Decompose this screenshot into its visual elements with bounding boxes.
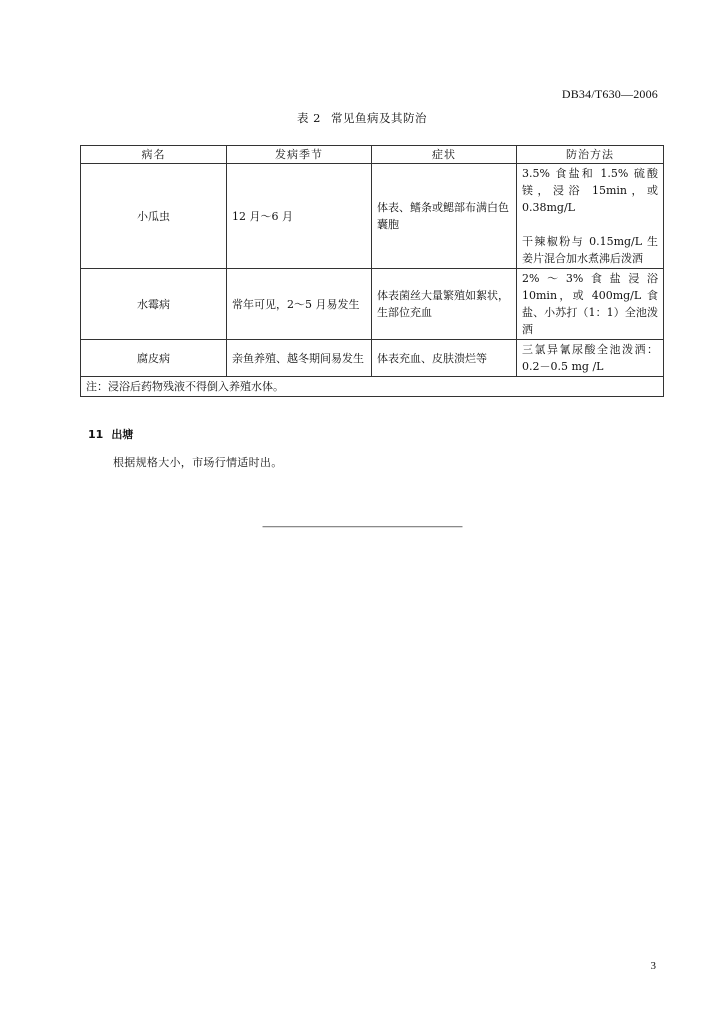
section-number: 11 bbox=[88, 428, 104, 441]
page-number: 3 bbox=[650, 960, 656, 972]
treatment-cell: 三氯异氰尿酸全池泼洒：0.2－0.5 mg /L bbox=[517, 340, 664, 377]
table-row bbox=[81, 340, 664, 377]
symptom-cell: 体表、鳍条或鳃部布满白色囊胞 bbox=[372, 164, 517, 269]
section-title: 出塘 bbox=[111, 428, 134, 441]
column-header-symptom: 症状 bbox=[372, 146, 517, 164]
table-header-row bbox=[81, 146, 664, 164]
season-cell: 12 月～6 月 bbox=[227, 164, 372, 269]
end-of-document-rule: ———————————————————— bbox=[262, 520, 462, 533]
symptom-cell: 体表菌丝大量繁殖如絮状， 生部位充血 bbox=[372, 269, 517, 340]
table-caption bbox=[0, 110, 724, 126]
section-heading bbox=[88, 426, 133, 442]
table-note: 注：浸浴后药物残液不得倒入养殖水体。 bbox=[81, 377, 664, 397]
treatment-text-alt: 干辣椒粉与 0.15mg/L 生姜片混合加水煮沸后泼洒 bbox=[522, 235, 658, 265]
column-header-season: 发病季节 bbox=[227, 146, 372, 164]
table-row bbox=[81, 269, 664, 340]
table-caption-title: 常见鱼病及其防治 bbox=[330, 111, 427, 125]
document-code: DB34/T630—2006 bbox=[561, 87, 658, 101]
disease-name-cell: 水霉病 bbox=[81, 269, 227, 340]
season-cell: 亲鱼养殖、越冬期间易发生 bbox=[227, 340, 372, 377]
fish-disease-table bbox=[80, 145, 664, 397]
disease-name-cell: 小瓜虫 bbox=[81, 164, 227, 269]
column-header-disease-name: 病名 bbox=[81, 146, 227, 164]
paragraph-gap bbox=[522, 216, 658, 233]
symptom-cell: 体表充血、皮肤溃烂等 bbox=[372, 340, 517, 377]
column-header-treatment: 防治方法 bbox=[517, 146, 664, 164]
treatment-cell bbox=[517, 164, 664, 269]
disease-name-cell: 腐皮病 bbox=[81, 340, 227, 377]
treatment-cell: 2%～3%食盐浸浴 10min，或 400mg/L 食盐、小苏打（1：1）全池泼洒 bbox=[517, 269, 664, 340]
table-note-row bbox=[81, 377, 664, 397]
table-caption-number: 表 2 bbox=[297, 111, 321, 125]
treatment-text: 3.5% 食盐和 1.5% 硫酸镁，浸浴 15min，或 0.38mg/L bbox=[522, 167, 658, 214]
season-cell: 常年可见，2～5 月易发生 bbox=[227, 269, 372, 340]
section-body-text: 根据规格大小，市场行情适时出。 bbox=[113, 456, 283, 469]
table-row bbox=[81, 164, 664, 269]
